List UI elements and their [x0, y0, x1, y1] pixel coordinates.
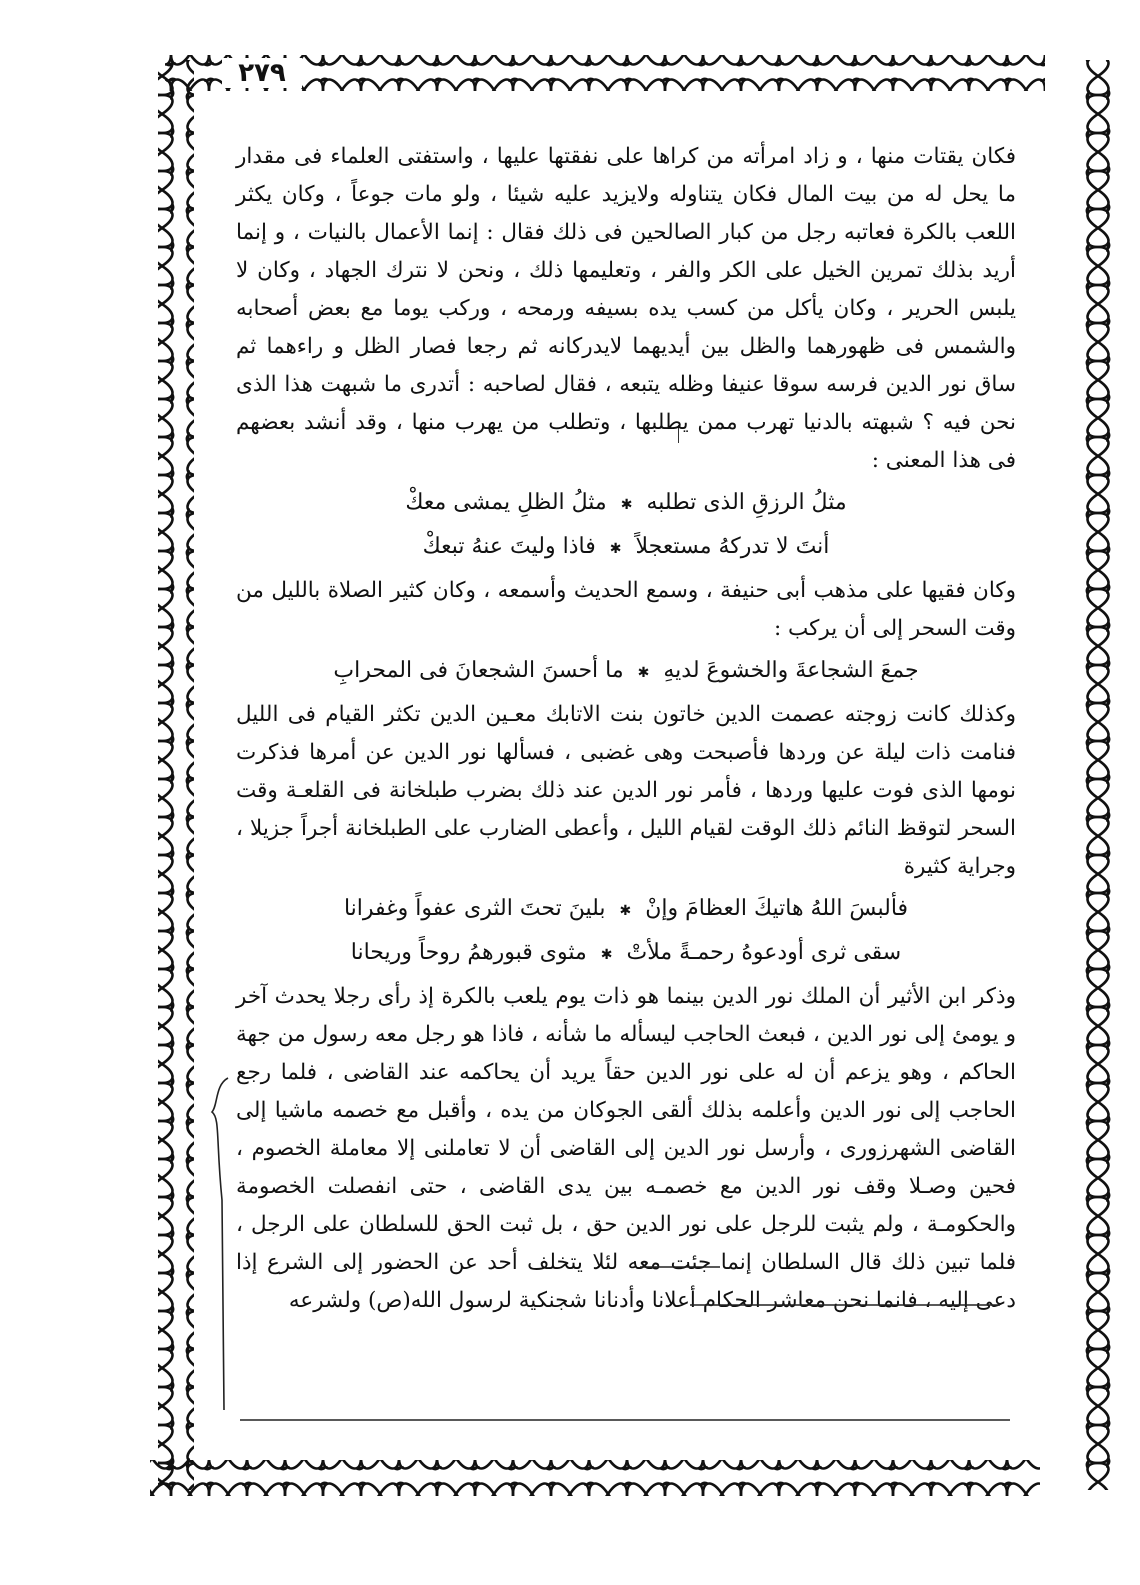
paragraph-3: وكذلك كانت زوجته عصمت الدين خاتون بنت الاتابك معـين الدين تكثر القيام فى الليل فنامت ذات ليلة عن وردها فأصبحت وهى غضبى ، فسألها نور الدين عن أمرها فذكرت نومها الذى فوت عليها وردها ، فأمر نور الدين عند ذلك بضرب طبلخانة فى القلعـة وقت السحر لتوقظ النائم ذلك الوقت لقيام الليل ، وأعطى الضارب على الطبلخانة أجراً جزيلا ، وجراية كثيرة: [236, 702, 1016, 879]
verse-5-second-hemistich: مثوى قبورهمُ روحاً وريحانا: [350, 940, 587, 965]
verse-3-first-hemistich: جمعَ الشجاعةَ والخشوعَ لديهِ: [663, 658, 919, 683]
verse-1-second-hemistich: مثلُ الظلِ يمشى معكْ: [405, 490, 607, 515]
paragraph-2: وكان فقيها على مذهب أبى حنيفة ، وسمع الحديث وأسمعه ، وكان كثير الصلاة بالليل من وقت السحر إلى أن يركب :: [236, 578, 1016, 641]
page-number: ٢٧٩: [222, 58, 302, 88]
verse-separator-star: ✱: [620, 497, 633, 513]
verse-3-second-hemistich: ما أحسنَ الشجعانَ فى المحرابِ: [333, 658, 624, 683]
paragraph-1: فكان يقتات منها ، و زاد امرأته من كراها على نفقتها عليها ، واستفتى العلماء فى مقدار ما يحل له من بيت المال فكان يتناوله ولايزيد عليه شيئا ، ولو مات جوعاً ، وكان يكثر اللعب بالكرة فعاتبه رجل من كبار الصالحين فى ذلك فقال : إنما الأعمال بالنيات ، و إنما أريد بذلك تمرين الخيل على الكر والفر ، وتعليمها ذلك ، ونحن لا نترك الجهاد ، وكان لا يلبس الحرير ، وكان يأكل من كسب يده بسيفه ورمحه ، وركب يوما مع بعض أصحابه والشمس فى ظهورهما والظل بين أيديهما لايدركانه ثم رجعا فصار الظل و راءهما ثم ساق نور الدين فرسه سوقا عنيفا وظله يتبعه ، فقال لصاحبه : أتدرى ما شبهت هذا الذى نحن فيه ؟ شبهته بالدنيا تهرب ممن يطلبها ، وتطلب من يهرب منها ، وقد أنشد بعضهم فى هذا المعنى :: [236, 144, 1016, 473]
verse-line-5: [236, 934, 1016, 974]
verse-separator-star: ✱: [609, 541, 622, 557]
verse-5-first-hemistich: سقى ثرى أودعوهُ رحمـةً ملأتْ: [626, 940, 902, 965]
verse-4-first-hemistich: فألبسَ اللهُ هاتيكَ العظامَ وإنْ: [645, 896, 909, 921]
page-text: [236, 138, 1016, 1438]
verse-line-1: [236, 484, 1016, 524]
verse-4-second-hemistich: بلينَ تحتَ الثرى عفواً وغفرانا: [343, 896, 606, 921]
verse-line-4: [236, 890, 1016, 930]
verse-separator-star: ✱: [600, 947, 613, 963]
verse-1-first-hemistich: مثلُ الرزقِ الذى تطلبه: [646, 490, 847, 515]
verse-line-2: [236, 528, 1016, 568]
verse-line-3: [236, 652, 1016, 692]
paragraph-4: وذكر ابن الأثير أن الملك نور الدين بينما هو ذات يوم يلعب بالكرة إذ رأى رجلا يحدث آخر و يومئ إلى نور الدين ، فبعث الحاجب ليسأله ما شأنه ، فاذا هو رجل معه رسول من جهة الحاكم ، وهو يزعم أن له على نور الدين حقاً يريد أن يحاكمه عند القاضى ، فلما رجع الحاجب إلى نور الدين وأعلمه بذلك ألقى الجوكان من يده ، وأقبل مع خصمه ماشيا إلى القاضى الشهرزورى ، وأرسل نور الدين إلى القاضى أن لا تعاملنى إلا معاملة الخصوم ، فحين وصـلا وقف نور الدين مع خصمـه بين يدى القاضى ، حتى انفصلت الخصومة والحكومـة ، ولم يثبت للرجل على نور الدين حق ، بل ثبت الحق للسلطان على الرجل ، فلما تبين ذلك قال السلطان إنما جئت معه لئلا يتخلف أحد عن الحضور إلى الشرع إذا دعى إليه ، فانما نحن معاشر الحكام أعلانا وأدنانا شجنكية لرسول الله(ص) ولشرعه: [236, 984, 1016, 1313]
verse-2-first-hemistich: أنتَ لا تدركهُ مستعجلاً: [635, 534, 830, 559]
verse-separator-star: ✱: [619, 903, 632, 919]
verse-2-second-hemistich: فاذا وليتَ عنهُ تبعكْ: [422, 534, 596, 559]
verse-separator-star: ✱: [637, 665, 650, 681]
